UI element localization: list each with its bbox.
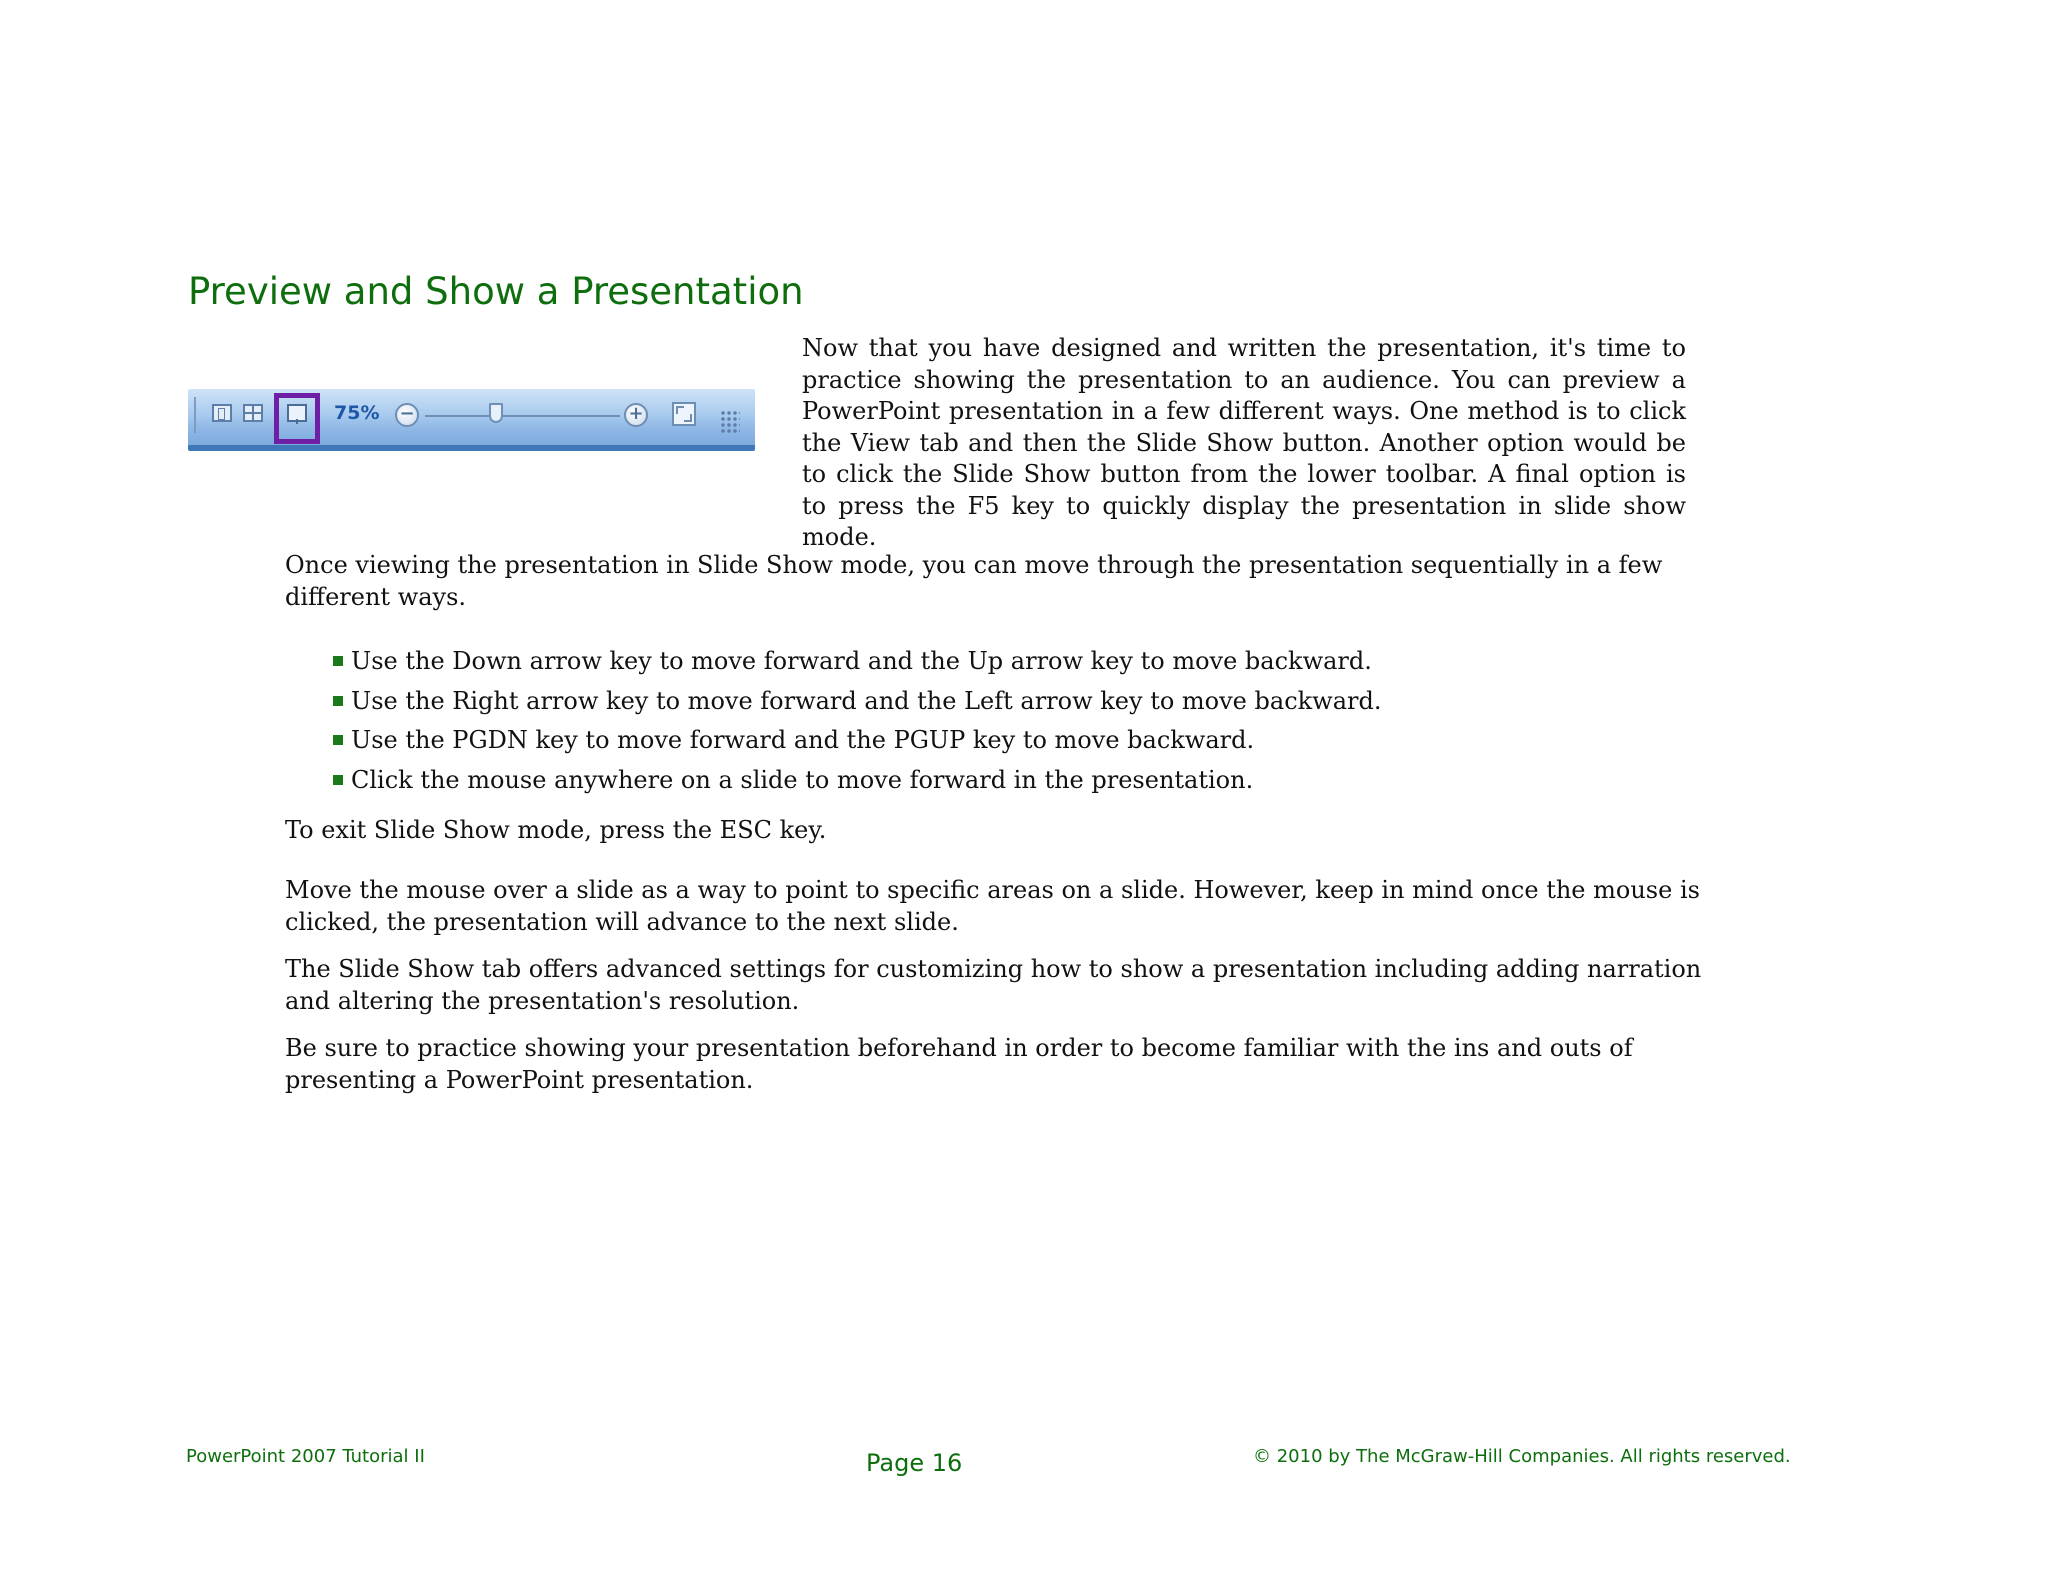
zoom-level: 75% [334, 402, 380, 424]
footer-title: PowerPoint 2007 Tutorial II [186, 1446, 425, 1467]
navigation-methods-list [333, 646, 1382, 804]
practice-paragraph: Be sure to practice showing your presentation beforehand in order to become familiar with the ins and outs of presenting a PowerPoint presentation. [285, 1034, 1633, 1094]
list-item: Click the mouse anywhere on a slide to move forward in the presentation. [333, 765, 1382, 805]
fit-to-window-icon [672, 402, 696, 426]
bullet-square-icon [333, 656, 343, 666]
copyright-notice: © 2010 by The McGraw-Hill Companies. All rights reserved. [1253, 1446, 1791, 1467]
zoom-slider-track [425, 415, 620, 417]
mouse-paragraph: Move the mouse over a slide as a way to point to specific areas on a slide. However, keep in mind once the mouse is clicked, the presentation will advance to the next slide. [285, 876, 1700, 936]
bullet-square-icon [333, 775, 343, 785]
status-bar-separator [194, 397, 196, 433]
resize-grip-icon [720, 410, 740, 434]
slide-show-tab-paragraph: The Slide Show tab offers advanced settings for customizing how to show a presentation including adding narration and altering the presentation's resolution. [285, 955, 1702, 1015]
normal-view-icon [212, 404, 232, 422]
slide-show-button-highlight [274, 393, 320, 444]
zoom-slider-icon [489, 403, 503, 423]
intro-paragraph: Now that you have designed and written the presentation, it's time to practice showing the presentation to an audience. You can preview a PowerPoint presentation in a few different ways. One method is to click the View tab and then the Slide Show button. Another option would be to click the Slide Show button from the lower toolbar. A final option is to press the F5 key to quickly display the presentation in slide show mode. [802, 334, 1686, 551]
slide-sorter-icon [243, 404, 263, 422]
list-item: Use the Right arrow key to move forward and the Left arrow key to move backward. [333, 686, 1382, 726]
bullet-square-icon [333, 735, 343, 745]
page-number: Page 16 [866, 1449, 963, 1477]
zoom-in-icon: + [624, 403, 648, 427]
navigation-paragraph: Once viewing the presentation in Slide Show mode, you can move through the presentation sequentially in a few different ways. [285, 551, 1663, 611]
exit-paragraph: To exit Slide Show mode, press the ESC key. [285, 816, 827, 844]
zoom-out-icon: − [395, 403, 419, 427]
bullet-square-icon [333, 696, 343, 706]
list-item: Use the PGDN key to move forward and the PGUP key to move backward. [333, 725, 1382, 765]
list-item: Use the Down arrow key to move forward and the Up arrow key to move backward. [333, 646, 1382, 686]
page-title: Preview and Show a Presentation [188, 270, 804, 313]
